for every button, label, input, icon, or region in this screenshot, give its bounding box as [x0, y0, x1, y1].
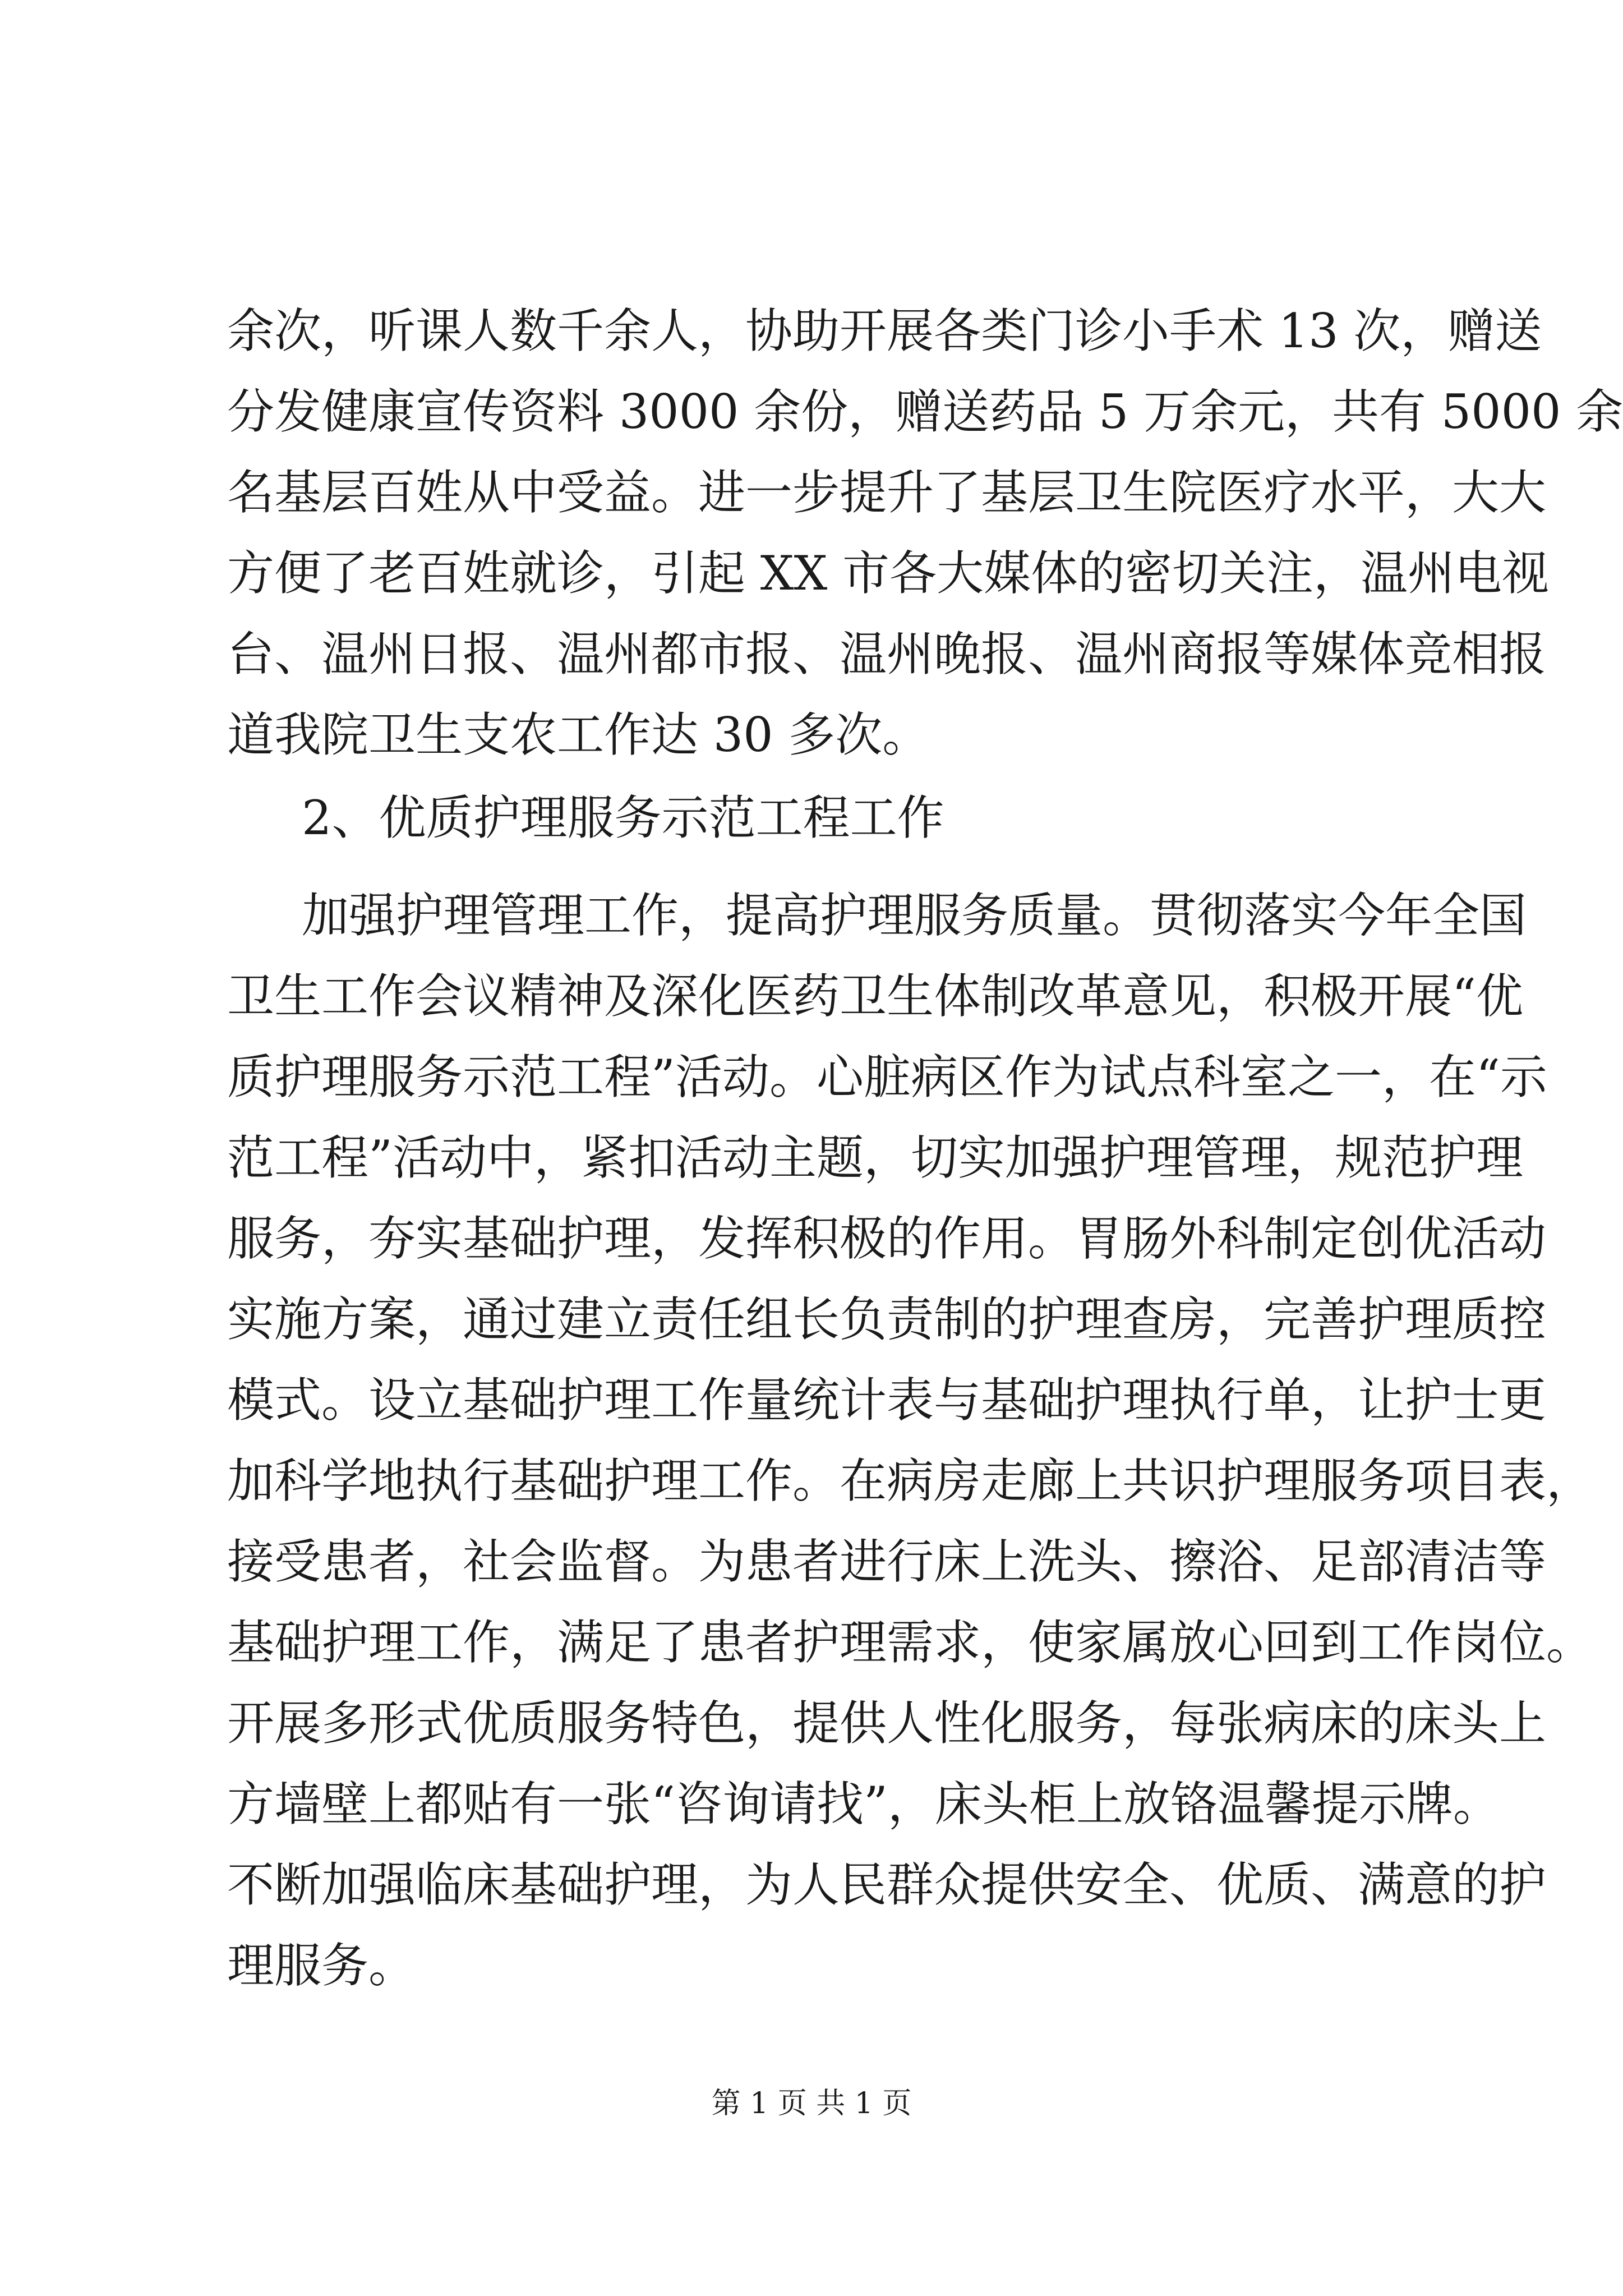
- paragraph-line: 道我院卫生支农工作达 30 多次。: [227, 707, 930, 762]
- paragraph-line: 加强护理管理工作，提高护理服务质量。贯彻落实今年全国: [302, 888, 1527, 943]
- paragraph-line: 方便了老百姓就诊，引起 XX 市各大媒体的密切关注，温州电视: [227, 546, 1550, 601]
- paragraph-line: 卫生工作会议精神及深化医药卫生体制改革意见，积极开展“优: [227, 969, 1523, 1024]
- paragraph-line: 服务，夯实基础护理，发挥积极的作用。胃肠外科制定创优活动: [227, 1211, 1547, 1266]
- paragraph-line: 范工程”活动中，紧扣活动主题，切实加强护理管理，规范护理: [227, 1130, 1523, 1185]
- paragraph-line: 接受患者，社会监督。为患者进行床上洗头、擦浴、足部清洁等: [227, 1534, 1547, 1589]
- paragraph-line: 余次，听课人数千余人，协助开展各类门诊小手术 13 次，赠送: [227, 303, 1542, 358]
- paragraph-line: 开展多形式优质服务特色，提供人性化服务，每张病床的床头上: [227, 1696, 1547, 1751]
- paragraph-line: 理服务。: [227, 1938, 416, 1993]
- paragraph-line: 方墙壁上都贴有一张“咨询请找”，床头柜上放铬温馨提示牌。: [227, 1777, 1500, 1832]
- paragraph-line: 分发健康宣传资料 3000 余份，赠送药品 5 万余元，共有 5000 余: [227, 384, 1623, 439]
- paragraph-line: 基础护理工作，满足了患者护理需求，使家属放心回到工作岗位。: [227, 1615, 1594, 1670]
- paragraph-line: 质护理服务示范工程”活动。心脏病区作为试点科室之一，在“示: [227, 1050, 1547, 1105]
- section-heading: 2、优质护理服务示范工程工作: [302, 790, 944, 845]
- paragraph-line: 模式。设立基础护理工作量统计表与基础护理执行单，让护士更: [227, 1373, 1547, 1428]
- paragraph-line: 名基层百姓从中受益。进一步提升了基层卫生院医疗水平，大大: [227, 465, 1547, 520]
- page-number: 第 1 页 共 1 页: [711, 2087, 912, 2120]
- paragraph-line: 加科学地执行基础护理工作。在病房走廊上共识护理服务项目表，: [227, 1453, 1594, 1508]
- paragraph-line: 不断加强临床基础护理，为人民群众提供安全、优质、满意的护: [227, 1857, 1547, 1912]
- paragraph-line: 实施方案，通过建立责任组长负责制的护理查房，完善护理质控: [227, 1292, 1547, 1347]
- paragraph-line: 台、温州日报、温州都市报、温州晚报、温州商报等媒体竞相报: [227, 627, 1547, 682]
